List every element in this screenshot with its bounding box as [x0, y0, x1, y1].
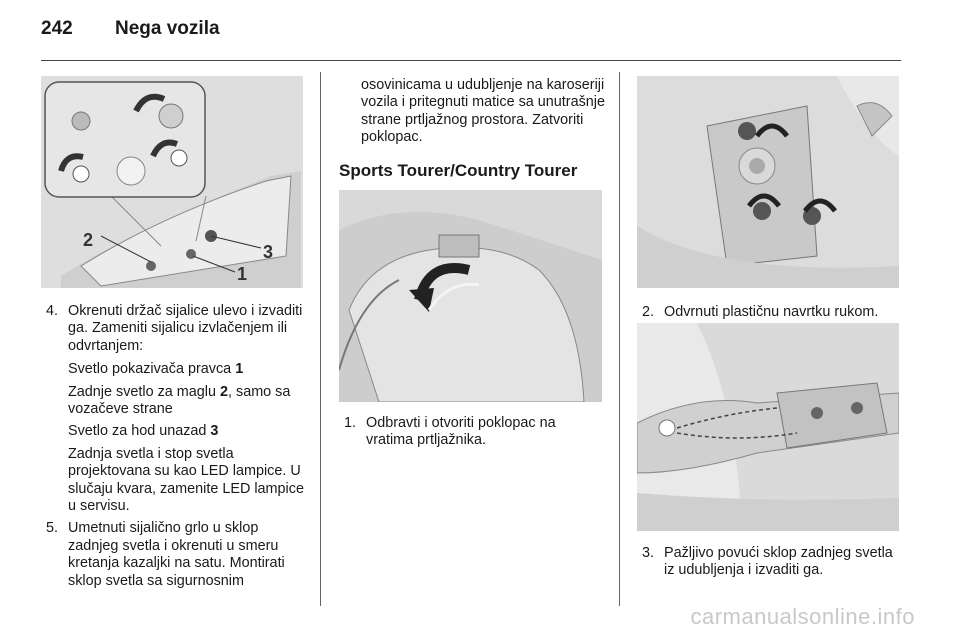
callout-2: 2	[83, 230, 94, 250]
step-number: 4.	[46, 303, 59, 319]
sub-item-reverse-light: Svetlo za hod unazad 3	[68, 423, 219, 440]
sub-item-turn-signal: Svetlo pokazivača pravca 1	[68, 361, 244, 378]
page-number: 242	[41, 18, 73, 39]
right-step-3-text	[642, 545, 904, 586]
left-column-text	[46, 303, 308, 596]
step-text: Okrenuti držač sijalice ulevo i izvaditi ga. Zameniti sijalicu izvlačenjem ili odvrtanjem:	[68, 303, 303, 354]
step-text: Odvrnuti plastičnu navrtku rukom.	[664, 304, 879, 320]
step-3	[642, 545, 904, 580]
ref-number: 3	[210, 423, 219, 440]
column-separator-right	[619, 72, 620, 606]
step-text: Odbravti i otvoriti poklopac na vratima prtljažnika.	[366, 415, 556, 449]
step-4	[46, 303, 308, 355]
header-rule	[41, 60, 901, 61]
step-2	[642, 304, 904, 321]
column-separator-left	[320, 72, 321, 606]
ref-number: 1	[235, 361, 244, 378]
watermark: carmanualsonline.info	[690, 604, 915, 629]
step-1	[344, 415, 602, 450]
tail-light-figure	[41, 76, 303, 288]
callout-1: 1	[237, 264, 248, 284]
section-title: Sports Tourer/Country Tourer	[339, 161, 578, 180]
callout-3: 3	[263, 242, 274, 262]
ref-number: 2	[219, 383, 228, 400]
tail-light-removal-figure	[637, 323, 899, 531]
step-text: Umetnuti sijalično grlo u sklop zadnjeg svetla i okrenuti u smeru kretanja kazaljki na satu. Montirati sklop svetla sa sigurnosnim	[68, 520, 285, 589]
tailgate-illustration	[339, 190, 602, 402]
step-5	[46, 520, 308, 590]
sub-item-fog-light: Zadnje svetlo za maglu 2, samo sa vozačeve strane	[68, 383, 291, 418]
step-number: 2.	[642, 304, 655, 320]
step-number: 1.	[344, 415, 357, 431]
page-title: Nega vozila	[115, 18, 220, 39]
sub-item-led-note: Zadnja svetla i stop svetla projektovana su kao LED lampice. U slučaju kvara, zamenite LED lampice u servisu.	[68, 445, 304, 515]
tailgate-figure	[339, 190, 602, 402]
tail-light-illustration	[41, 76, 303, 288]
step-text: Pažljivo povući sklop zadnjeg svetla iz udubljenja i izvaditi ga.	[664, 545, 893, 579]
continuation-text: osovinicama u udubljenje na karoseriji vozila i pritegnuti matice sa unutrašnje strane prtljažnog prostora. Zatvoriti poklopac.	[361, 77, 605, 146]
step-number: 3.	[642, 545, 655, 561]
tail-light-removal-illustration	[637, 323, 899, 531]
middle-continuation	[339, 77, 607, 147]
middle-step-text	[344, 415, 602, 456]
plastic-nut-figure	[637, 76, 899, 288]
step-number: 5.	[46, 520, 59, 537]
plastic-nut-illustration	[637, 76, 899, 288]
